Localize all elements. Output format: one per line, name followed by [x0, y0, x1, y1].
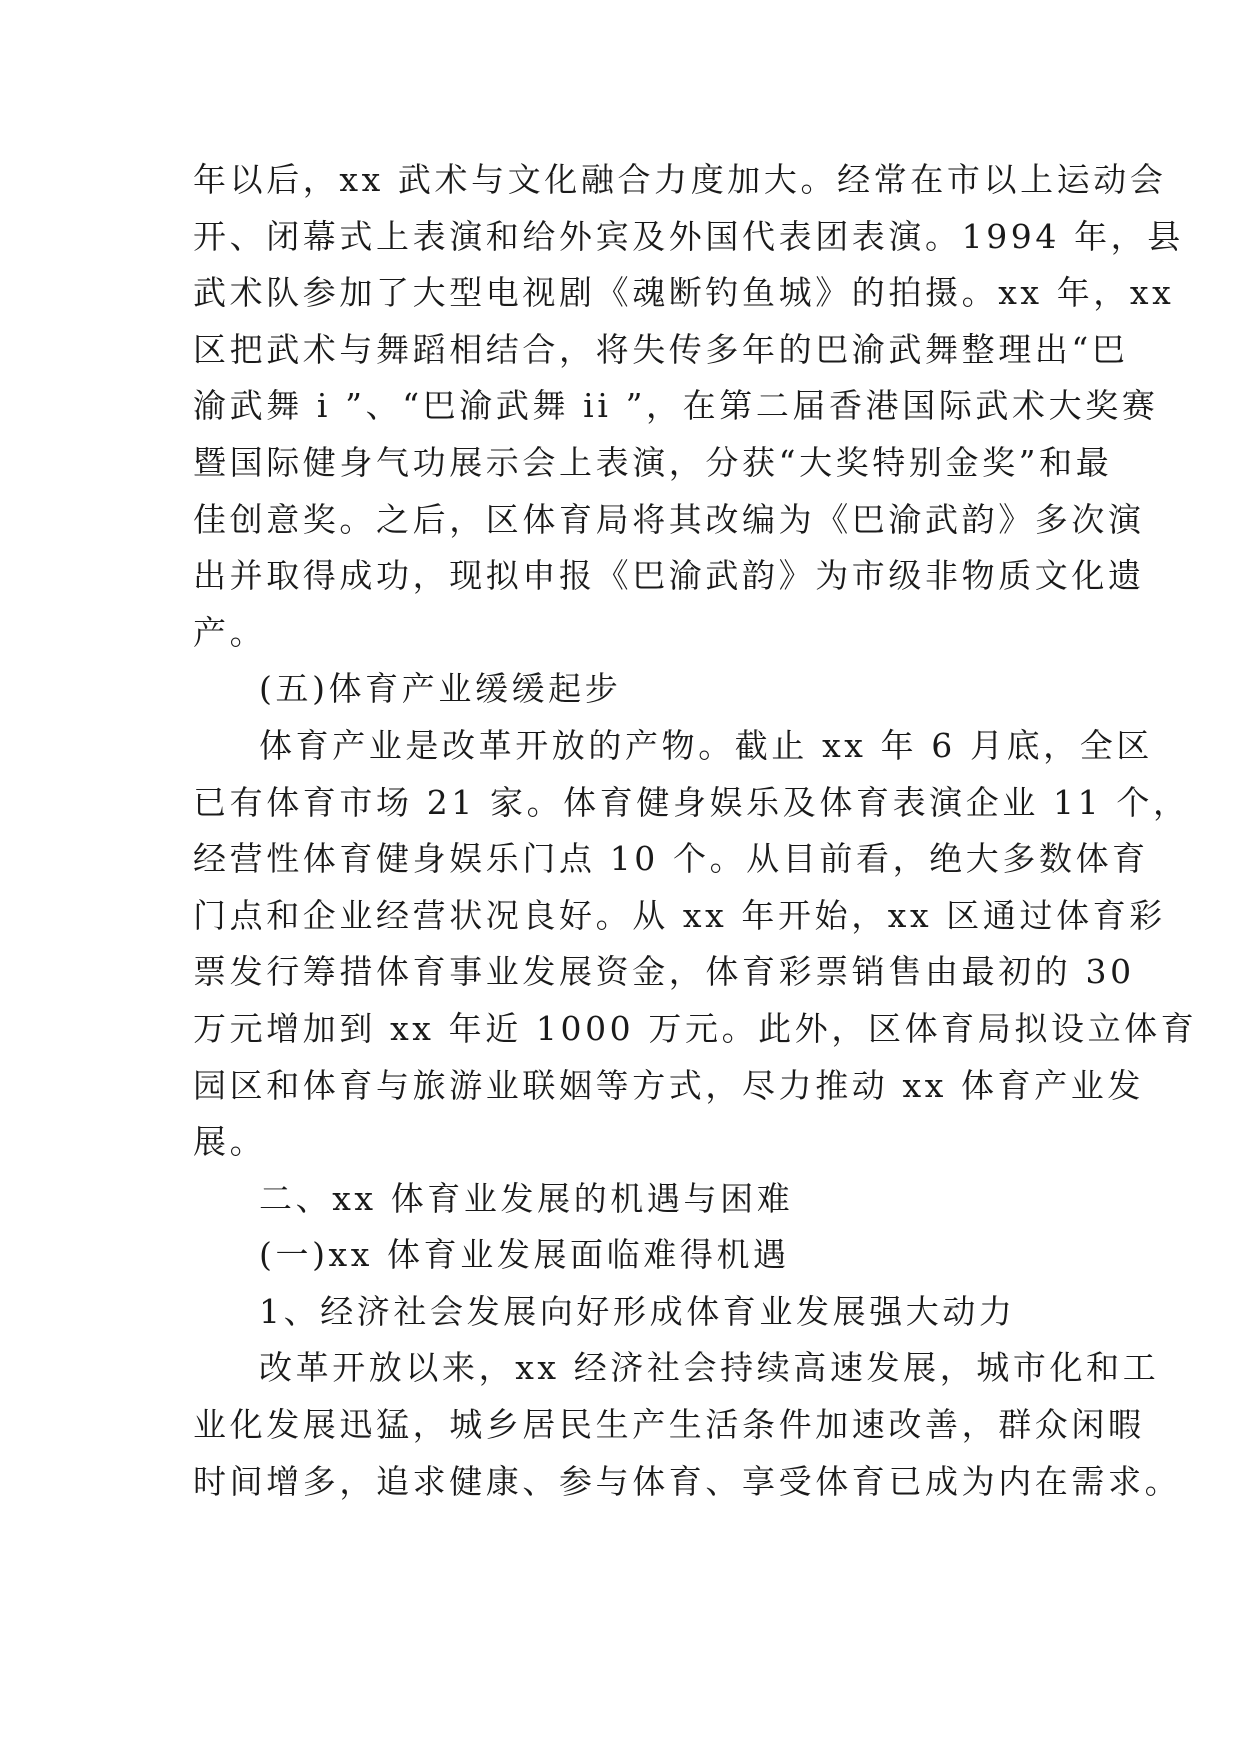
text-line: 展。: [193, 1122, 267, 1162]
text-line: 体育产业是改革开放的产物。截止 xx 年 6 月底，全区: [259, 725, 1153, 765]
document-body: [193, 152, 1198, 1510]
text-line: 时间增多，追求健康、参与体育、享受体育已成为内在需求。: [193, 1461, 1182, 1501]
text-line: 开、闭幕式上表演和给外宾及外国代表团表演。1994 年，县: [193, 216, 1184, 256]
section-heading: 二、xx 体育业发展的机遇与困难: [259, 1178, 794, 1218]
subsection-heading: 1、经济社会发展向好形成体育业发展强大动力: [259, 1291, 1016, 1331]
text-line: 出并取得成功，现拟申报《巴渝武韵》为市级非物质文化遗: [193, 556, 1145, 596]
text-line: 区把武术与舞蹈相结合，将失传多年的巴渝武舞整理出“巴: [193, 329, 1129, 369]
subsection-heading: (一)xx 体育业发展面临难得机遇: [259, 1235, 790, 1275]
text-line: 业化发展迅猛，城乡居民生产生活条件加速改善，群众闲暇: [193, 1405, 1145, 1445]
text-line: 暨国际健身气功展示会上表演，分获“大奖特别金奖”和最: [193, 442, 1113, 482]
text-line: 产。: [193, 612, 267, 652]
text-line: 票发行筹措体育事业发展资金，体育彩票销售由最初的 30: [193, 952, 1135, 992]
text-line: 年以后，xx 武术与文化融合力度加大。经常在市以上运动会: [193, 160, 1167, 199]
text-line: 佳创意奖。之后，区体育局将其改编为《巴渝武韵》多次演: [193, 499, 1145, 539]
text-line: 改革开放以来，xx 经济社会持续高速发展，城市化和工: [259, 1348, 1160, 1388]
text-line: 已有体育市场 21 家。体育健身娱乐及体育表演企业 11 个，: [193, 782, 1190, 822]
text-line: 门点和企业经营状况良好。从 xx 年开始，xx 区通过体育彩: [193, 895, 1166, 935]
text-line: 经营性体育健身娱乐门点 10 个。从目前看，绝大多数体育: [193, 839, 1149, 879]
section-heading: (五)体育产业缓缓起步: [259, 669, 622, 709]
text-line: 万元增加到 xx 年近 1000 万元。此外，区体育局拟设立体育: [193, 1008, 1198, 1048]
text-line: 武术队参加了大型电视剧《魂断钓鱼城》的拍摄。xx 年，xx: [193, 273, 1175, 313]
text-line: 渝武舞 i ”、“巴渝武舞 ii ”，在第二届香港国际武术大奖赛: [193, 386, 1159, 426]
text-line: 园区和体育与旅游业联姻等方式，尽力推动 xx 体育产业发: [193, 1065, 1145, 1105]
